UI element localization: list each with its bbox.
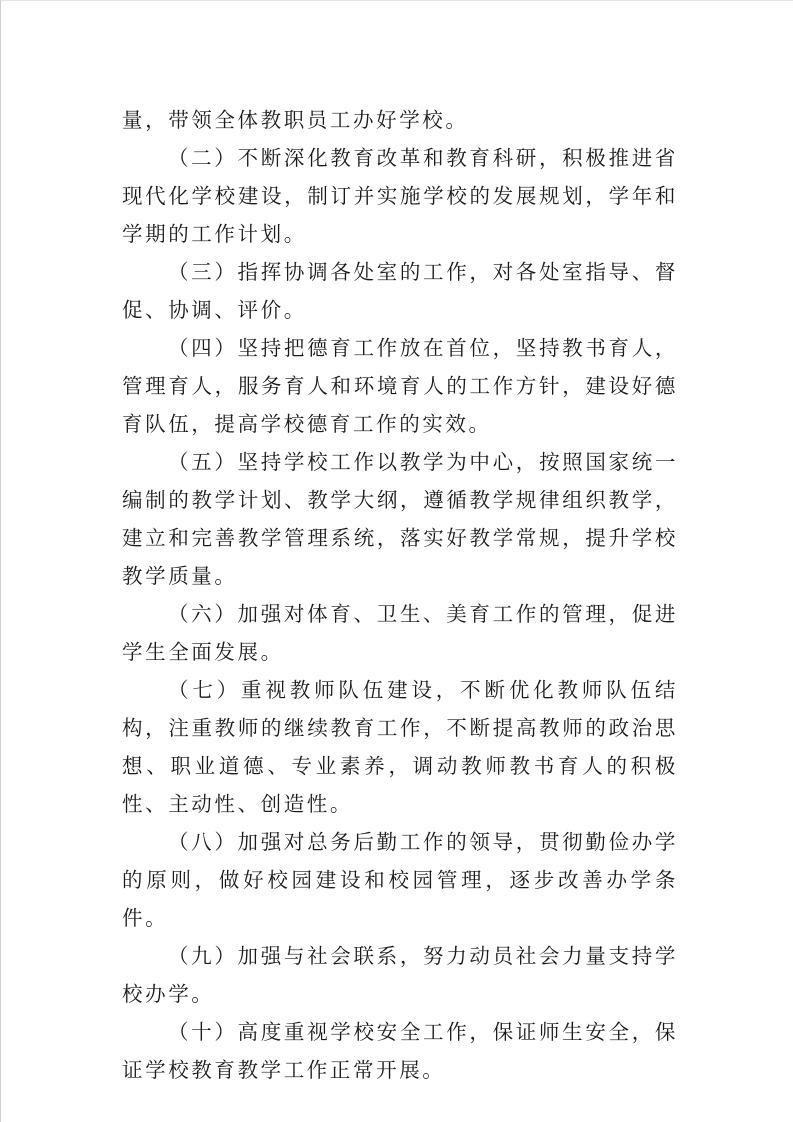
paragraph-item-3: （三）指挥协调各处室的工作，对各处室指导、督促、协调、评价。 — [122, 260, 678, 322]
paragraph-item-7: （七）重视教师队伍建设，不断优化教师队伍结构，注重教师的继续教育工作，不断提高教师的政治思想、职业道德、专业素养，调动教师教书育人的积极性、主动性、创造性。 — [122, 678, 678, 816]
document-body — [122, 101, 678, 1089]
paragraph-item-2: （二）不断深化教育改革和教育科研，积极推进省现代化学校建设，制订并实施学校的发展规划，学年和学期的工作计划。 — [122, 146, 678, 246]
paragraph-item-10: （十）高度重视学校安全工作，保证师生安全，保证学校教育教学工作正常开展。 — [122, 1020, 678, 1082]
paragraph-item-8: （八）加强对总务后勤工作的领导，贯彻勤俭办学的原则，做好校园建设和校园管理，逐步改善办学条件。 — [122, 830, 678, 930]
paragraph-item-9: （九）加强与社会联系，努力动员社会力量支持学校办学。 — [122, 944, 678, 1006]
paragraph-continuation: 量，带领全体教职员工办好学校。 — [122, 108, 469, 132]
paragraph-item-4: （四）坚持把德育工作放在首位，坚持教书育人，管理育人，服务育人和环境育人的工作方针，建设好德育队伍，提高学校德育工作的实效。 — [122, 336, 678, 436]
paragraph-item-6: （六）加强对体育、卫生、美育工作的管理，促进学生全面发展。 — [122, 602, 678, 664]
paragraph-item-5: （五）坚持学校工作以教学为中心，按照国家统一编制的教学计划、教学大纲，遵循教学规律组织教学，建立和完善教学管理系统，落实好教学常规，提升学校教学质量。 — [122, 450, 678, 588]
